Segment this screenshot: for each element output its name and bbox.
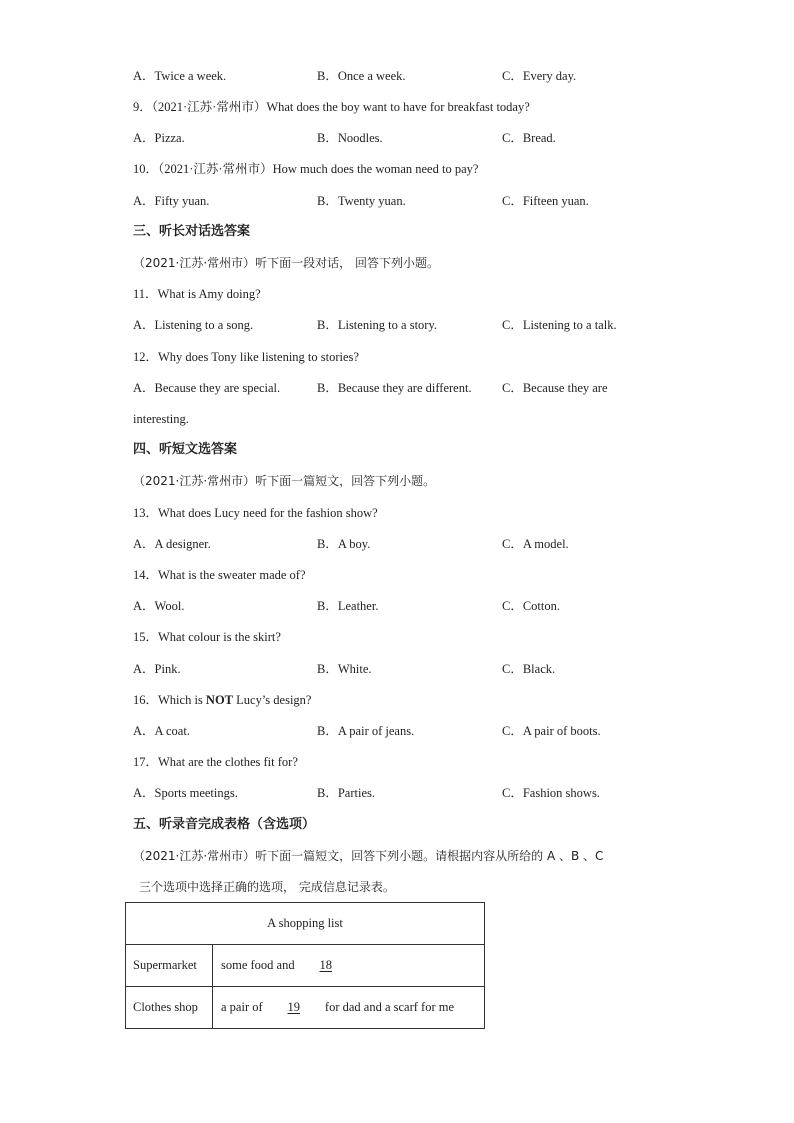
q13-option-b: B．A boy. <box>317 537 371 551</box>
q10-option-a: A．Fifty yuan. <box>133 194 210 208</box>
q16-option-a: A．A coat. <box>133 724 190 738</box>
row-text-before: a pair of <box>221 1000 266 1014</box>
section4-intro: （2021·江苏·常州市）听下面一篇短文，回答下列小题。 <box>133 474 436 488</box>
q17-option-b: B．Parties. <box>317 786 375 800</box>
q16-question-suffix: Lucy’s design? <box>233 693 312 707</box>
q14-question: 14．What is the sweater made of? <box>133 568 306 582</box>
q9-option-c: C．Bread. <box>502 131 556 145</box>
table-title: A shopping list <box>126 903 485 945</box>
q8-option-c: C．Every day. <box>502 69 577 83</box>
q11-question: 11．What is Amy doing? <box>133 287 261 301</box>
q13-option-a: A．A designer. <box>133 537 211 551</box>
q8-option-b: B．Once a week. <box>317 69 406 83</box>
q13-option-c: C．A model. <box>502 537 569 551</box>
q15-option-a: A．Pink. <box>133 662 181 676</box>
q16-option-b: B．A pair of jeans. <box>317 724 415 738</box>
section5-intro-line2: 三个选项中选择正确的选项， 完成信息记录表。 <box>139 880 395 894</box>
section5-intro-line1: （2021·江苏·常州市）听下面一篇短文，回答下列小题。请根据内容从所给的 A 、B 、C <box>133 849 604 863</box>
q10-option-b: B．Twenty yuan. <box>317 194 406 208</box>
row-content-supermarket <box>213 945 485 987</box>
q16-option-c: C．A pair of boots. <box>502 724 601 738</box>
q16-question-prefix: 16．Which is <box>133 693 206 707</box>
row-label-clothes-shop: Clothes shop <box>126 987 213 1029</box>
row-content-clothes-shop <box>213 987 485 1029</box>
q9-option-a: A．Pizza. <box>133 131 185 145</box>
q17-option-c: C．Fashion shows. <box>502 786 600 800</box>
q16-question <box>133 692 311 708</box>
section3-intro: （2021·江苏·常州市）听下面一段对话， 回答下列小题。 <box>133 256 439 270</box>
q10-question: 10．（2021·江苏·常州市）How much does the woman need to pay? <box>133 162 479 176</box>
row-label-supermarket: Supermarket <box>126 945 213 987</box>
section4-heading: 四、听短文选答案 <box>133 442 238 457</box>
q14-option-c: C．Cotton. <box>502 599 560 613</box>
table-row <box>126 987 485 1029</box>
q8-option-a: A．Twice a week. <box>133 69 227 83</box>
q13-question: 13．What does Lucy need for the fashion show? <box>133 506 378 520</box>
q14-option-a: A．Wool. <box>133 599 185 613</box>
q11-option-a: A．Listening to a song. <box>133 318 254 332</box>
shopping-list-table <box>125 902 485 1029</box>
table-row <box>126 945 485 987</box>
q12-option-a: A．Because they are special. <box>133 381 281 395</box>
answer-blank-18[interactable]: 18 <box>319 958 332 972</box>
q9-option-b: B．Noodles. <box>317 131 383 145</box>
row-text-before: some food and <box>221 958 298 972</box>
q12-option-c: C．Because they are <box>502 381 608 395</box>
q15-question: 15．What colour is the skirt? <box>133 630 281 644</box>
section3-heading: 三、听长对话选答案 <box>133 224 251 239</box>
q12-question: 12．Why does Tony like listening to stories? <box>133 350 359 364</box>
q10-option-c: C．Fifteen yuan. <box>502 194 589 208</box>
q15-option-b: B．White. <box>317 662 372 676</box>
q17-question: 17．What are the clothes fit for? <box>133 755 298 769</box>
q11-option-b: B．Listening to a story. <box>317 318 438 332</box>
q12-option-b: B．Because they are different. <box>317 381 472 395</box>
answer-blank-19[interactable]: 19 <box>287 1000 301 1014</box>
q17-option-a: A．Sports meetings. <box>133 786 238 800</box>
q9-question: 9．（2021·江苏·常州市）What does the boy want to have for breakfast today? <box>133 100 530 114</box>
q15-option-c: C．Black. <box>502 662 556 676</box>
row-text-after: for dad and a scarf for me <box>321 1000 455 1014</box>
section5-heading: 五、听录音完成表格（含选项） <box>133 817 316 832</box>
table-title-row <box>126 903 485 945</box>
q11-option-c: C．Listening to a talk. <box>502 318 617 332</box>
q12-option-c-continuation: interesting. <box>133 412 189 426</box>
q14-option-b: B．Leather. <box>317 599 379 613</box>
q16-question-emphasis: NOT <box>205 693 234 707</box>
